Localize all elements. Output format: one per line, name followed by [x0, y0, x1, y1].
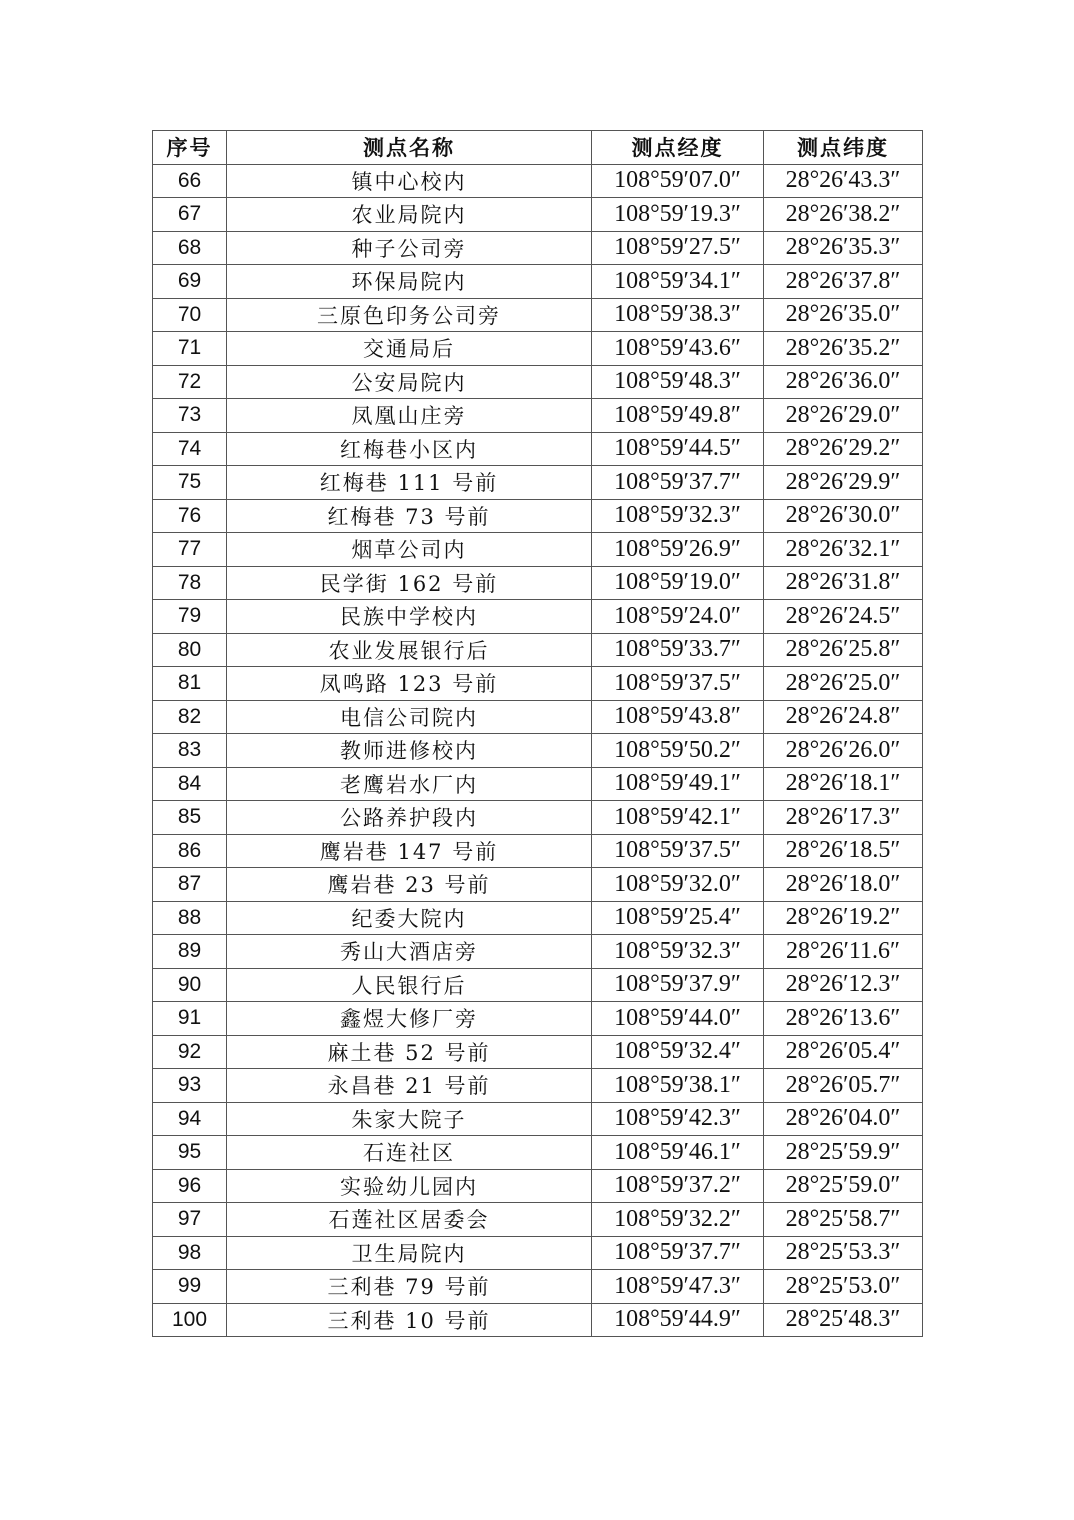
cell-point-name: 凤鸣路 123 号前 — [227, 667, 592, 701]
cell-latitude: 28°25′59.9″ — [764, 1136, 923, 1170]
cell-longitude: 108°59′50.2″ — [592, 734, 764, 768]
cell-serial-number: 90 — [153, 968, 227, 1002]
cell-point-name: 三利巷 10 号前 — [227, 1303, 592, 1337]
table-row — [153, 332, 923, 366]
header-latitude: 测点纬度 — [764, 131, 923, 165]
cell-serial-number: 99 — [153, 1270, 227, 1304]
cell-point-name: 镇中心校内 — [227, 164, 592, 198]
cell-latitude: 28°26′11.6″ — [764, 935, 923, 969]
cell-latitude: 28°25′58.7″ — [764, 1203, 923, 1237]
cell-point-name: 卫生局院内 — [227, 1236, 592, 1270]
cell-longitude: 108°59′38.1″ — [592, 1069, 764, 1103]
cell-latitude: 28°26′25.0″ — [764, 667, 923, 701]
cell-longitude: 108°59′37.2″ — [592, 1169, 764, 1203]
table-row — [153, 801, 923, 835]
cell-longitude: 108°59′43.8″ — [592, 700, 764, 734]
cell-longitude: 108°59′24.0″ — [592, 600, 764, 634]
cell-longitude: 108°59′19.0″ — [592, 566, 764, 600]
table-row — [153, 399, 923, 433]
cell-latitude: 28°26′25.8″ — [764, 633, 923, 667]
cell-serial-number: 92 — [153, 1035, 227, 1069]
cell-serial-number: 72 — [153, 365, 227, 399]
cell-latitude: 28°26′24.5″ — [764, 600, 923, 634]
cell-point-name: 三原色印务公司旁 — [227, 298, 592, 332]
cell-longitude: 108°59′26.9″ — [592, 533, 764, 567]
cell-longitude: 108°59′44.5″ — [592, 432, 764, 466]
cell-serial-number: 98 — [153, 1236, 227, 1270]
table-row — [153, 533, 923, 567]
cell-longitude: 108°59′48.3″ — [592, 365, 764, 399]
cell-serial-number: 70 — [153, 298, 227, 332]
cell-serial-number: 94 — [153, 1102, 227, 1136]
cell-longitude: 108°59′47.3″ — [592, 1270, 764, 1304]
cell-longitude: 108°59′07.0″ — [592, 164, 764, 198]
cell-point-name: 交通局后 — [227, 332, 592, 366]
table-row — [153, 1136, 923, 1170]
cell-serial-number: 82 — [153, 700, 227, 734]
cell-point-name: 农业局院内 — [227, 198, 592, 232]
table-row — [153, 1236, 923, 1270]
table-row — [153, 734, 923, 768]
cell-point-name: 教师进修校内 — [227, 734, 592, 768]
cell-serial-number: 76 — [153, 499, 227, 533]
cell-longitude: 108°59′42.3″ — [592, 1102, 764, 1136]
cell-point-name: 环保局院内 — [227, 265, 592, 299]
cell-point-name: 红梅巷 73 号前 — [227, 499, 592, 533]
cell-point-name: 纪委大院内 — [227, 901, 592, 935]
cell-serial-number: 74 — [153, 432, 227, 466]
cell-serial-number: 84 — [153, 767, 227, 801]
cell-longitude: 108°59′37.7″ — [592, 1236, 764, 1270]
table-row — [153, 1035, 923, 1069]
cell-longitude: 108°59′37.9″ — [592, 968, 764, 1002]
cell-point-name: 麻土巷 52 号前 — [227, 1035, 592, 1069]
cell-latitude: 28°26′29.2″ — [764, 432, 923, 466]
cell-point-name: 鹰岩巷 23 号前 — [227, 868, 592, 902]
cell-point-name: 鑫煜大修厂旁 — [227, 1002, 592, 1036]
table-row — [153, 767, 923, 801]
cell-latitude: 28°26′35.0″ — [764, 298, 923, 332]
cell-longitude: 108°59′32.3″ — [592, 499, 764, 533]
cell-serial-number: 67 — [153, 198, 227, 232]
cell-longitude: 108°59′37.5″ — [592, 834, 764, 868]
cell-point-name: 红梅巷 111 号前 — [227, 466, 592, 500]
cell-latitude: 28°26′19.2″ — [764, 901, 923, 935]
cell-point-name: 鹰岩巷 147 号前 — [227, 834, 592, 868]
cell-point-name: 秀山大酒店旁 — [227, 935, 592, 969]
cell-longitude: 108°59′43.6″ — [592, 332, 764, 366]
cell-point-name: 老鹰岩水厂内 — [227, 767, 592, 801]
header-serial-number: 序号 — [153, 131, 227, 165]
table-row — [153, 298, 923, 332]
header-longitude: 测点经度 — [592, 131, 764, 165]
cell-latitude: 28°26′12.3″ — [764, 968, 923, 1002]
cell-serial-number: 96 — [153, 1169, 227, 1203]
table-row — [153, 466, 923, 500]
cell-serial-number: 100 — [153, 1303, 227, 1337]
table-row — [153, 1102, 923, 1136]
table-header-row — [153, 131, 923, 165]
table-row — [153, 1002, 923, 1036]
cell-longitude: 108°59′19.3″ — [592, 198, 764, 232]
cell-latitude: 28°26′30.0″ — [764, 499, 923, 533]
cell-point-name: 石连社区 — [227, 1136, 592, 1170]
cell-serial-number: 73 — [153, 399, 227, 433]
table-row — [153, 499, 923, 533]
cell-latitude: 28°26′05.4″ — [764, 1035, 923, 1069]
cell-latitude: 28°26′35.3″ — [764, 231, 923, 265]
cell-latitude: 28°26′04.0″ — [764, 1102, 923, 1136]
table-row — [153, 231, 923, 265]
table-row — [153, 432, 923, 466]
table-row — [153, 600, 923, 634]
cell-longitude: 108°59′33.7″ — [592, 633, 764, 667]
cell-longitude: 108°59′42.1″ — [592, 801, 764, 835]
table-row — [153, 1169, 923, 1203]
cell-point-name: 石莲社区居委会 — [227, 1203, 592, 1237]
table-row — [153, 633, 923, 667]
table-row — [153, 1270, 923, 1304]
cell-serial-number: 87 — [153, 868, 227, 902]
cell-latitude: 28°26′36.0″ — [764, 365, 923, 399]
cell-serial-number: 68 — [153, 231, 227, 265]
cell-serial-number: 83 — [153, 734, 227, 768]
table-row — [153, 968, 923, 1002]
cell-serial-number: 80 — [153, 633, 227, 667]
table-row — [153, 868, 923, 902]
cell-latitude: 28°26′17.3″ — [764, 801, 923, 835]
cell-latitude: 28°26′35.2″ — [764, 332, 923, 366]
cell-longitude: 108°59′27.5″ — [592, 231, 764, 265]
cell-point-name: 公安局院内 — [227, 365, 592, 399]
cell-point-name: 种子公司旁 — [227, 231, 592, 265]
table-row — [153, 901, 923, 935]
cell-point-name: 红梅巷小区内 — [227, 432, 592, 466]
cell-latitude: 28°26′29.0″ — [764, 399, 923, 433]
cell-latitude: 28°25′59.0″ — [764, 1169, 923, 1203]
table-row — [153, 935, 923, 969]
table-body — [153, 164, 923, 1337]
measurement-points-table — [152, 130, 923, 1337]
table-row — [153, 566, 923, 600]
cell-serial-number: 77 — [153, 533, 227, 567]
cell-latitude: 28°26′38.2″ — [764, 198, 923, 232]
cell-point-name: 电信公司院内 — [227, 700, 592, 734]
cell-latitude: 28°26′18.0″ — [764, 868, 923, 902]
cell-latitude: 28°25′53.0″ — [764, 1270, 923, 1304]
cell-point-name: 公路养护段内 — [227, 801, 592, 835]
cell-longitude: 108°59′34.1″ — [592, 265, 764, 299]
cell-longitude: 108°59′44.9″ — [592, 1303, 764, 1337]
cell-serial-number: 71 — [153, 332, 227, 366]
table-row — [153, 834, 923, 868]
cell-longitude: 108°59′49.8″ — [592, 399, 764, 433]
table-row — [153, 1303, 923, 1337]
cell-serial-number: 93 — [153, 1069, 227, 1103]
table-row — [153, 164, 923, 198]
cell-latitude: 28°26′18.5″ — [764, 834, 923, 868]
cell-longitude: 108°59′46.1″ — [592, 1136, 764, 1170]
cell-point-name: 朱家大院子 — [227, 1102, 592, 1136]
cell-serial-number: 85 — [153, 801, 227, 835]
cell-point-name: 三利巷 79 号前 — [227, 1270, 592, 1304]
cell-latitude: 28°26′13.6″ — [764, 1002, 923, 1036]
cell-point-name: 实验幼儿园内 — [227, 1169, 592, 1203]
cell-serial-number: 75 — [153, 466, 227, 500]
cell-serial-number: 88 — [153, 901, 227, 935]
cell-point-name: 民学街 162 号前 — [227, 566, 592, 600]
table-row — [153, 365, 923, 399]
cell-longitude: 108°59′32.2″ — [592, 1203, 764, 1237]
cell-longitude: 108°59′49.1″ — [592, 767, 764, 801]
table-row — [153, 700, 923, 734]
cell-serial-number: 89 — [153, 935, 227, 969]
cell-serial-number: 69 — [153, 265, 227, 299]
cell-longitude: 108°59′44.0″ — [592, 1002, 764, 1036]
table-row — [153, 667, 923, 701]
cell-serial-number: 91 — [153, 1002, 227, 1036]
cell-longitude: 108°59′32.0″ — [592, 868, 764, 902]
cell-point-name: 烟草公司内 — [227, 533, 592, 567]
table-row — [153, 1203, 923, 1237]
cell-point-name: 农业发展银行后 — [227, 633, 592, 667]
table-row — [153, 198, 923, 232]
cell-serial-number: 95 — [153, 1136, 227, 1170]
cell-latitude: 28°26′24.8″ — [764, 700, 923, 734]
cell-serial-number: 97 — [153, 1203, 227, 1237]
cell-latitude: 28°26′26.0″ — [764, 734, 923, 768]
cell-longitude: 108°59′37.7″ — [592, 466, 764, 500]
cell-longitude: 108°59′38.3″ — [592, 298, 764, 332]
cell-latitude: 28°26′31.8″ — [764, 566, 923, 600]
cell-serial-number: 78 — [153, 566, 227, 600]
cell-latitude: 28°26′29.9″ — [764, 466, 923, 500]
cell-serial-number: 86 — [153, 834, 227, 868]
table-row — [153, 265, 923, 299]
cell-latitude: 28°26′32.1″ — [764, 533, 923, 567]
table-row — [153, 1069, 923, 1103]
cell-point-name: 民族中学校内 — [227, 600, 592, 634]
cell-point-name: 永昌巷 21 号前 — [227, 1069, 592, 1103]
cell-point-name: 凤凰山庄旁 — [227, 399, 592, 433]
cell-serial-number: 66 — [153, 164, 227, 198]
cell-latitude: 28°26′18.1″ — [764, 767, 923, 801]
cell-latitude: 28°26′05.7″ — [764, 1069, 923, 1103]
cell-latitude: 28°26′43.3″ — [764, 164, 923, 198]
cell-serial-number: 81 — [153, 667, 227, 701]
cell-latitude: 28°25′53.3″ — [764, 1236, 923, 1270]
document-page — [152, 130, 922, 1337]
cell-latitude: 28°26′37.8″ — [764, 265, 923, 299]
cell-longitude: 108°59′32.4″ — [592, 1035, 764, 1069]
cell-longitude: 108°59′25.4″ — [592, 901, 764, 935]
cell-point-name: 人民银行后 — [227, 968, 592, 1002]
cell-longitude: 108°59′37.5″ — [592, 667, 764, 701]
cell-serial-number: 79 — [153, 600, 227, 634]
cell-latitude: 28°25′48.3″ — [764, 1303, 923, 1337]
header-point-name: 测点名称 — [227, 131, 592, 165]
cell-longitude: 108°59′32.3″ — [592, 935, 764, 969]
